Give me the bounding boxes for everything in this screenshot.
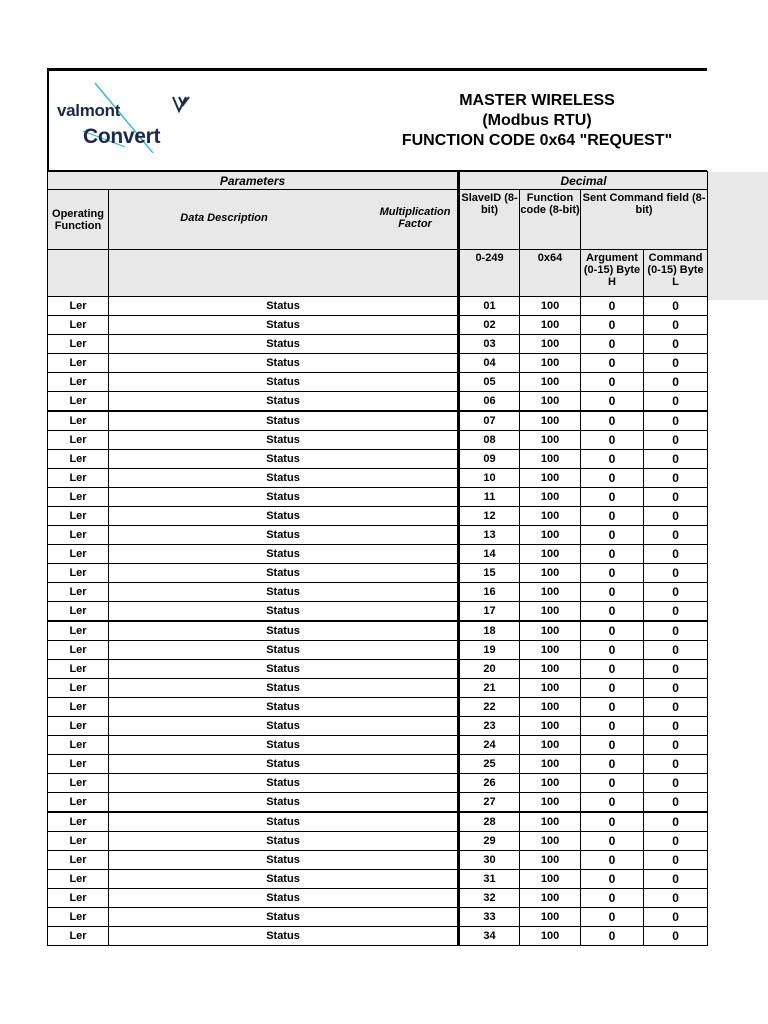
document-title (367, 91, 707, 151)
table-row (48, 889, 708, 908)
cell-function-code: 100 (520, 411, 581, 431)
cell-function-code: 100 (520, 927, 581, 946)
cell-operating-function: Ler (48, 698, 109, 717)
cell-slave-id: 23 (459, 717, 520, 736)
cell-operating-function: Ler (48, 736, 109, 755)
title-line-3: FUNCTION CODE 0x64 "REQUEST" (401, 132, 673, 149)
cell-function-code: 100 (520, 373, 581, 392)
cell-function-code: 100 (520, 507, 581, 526)
cell-function-code: 100 (520, 316, 581, 335)
cell-command: 0 (644, 793, 708, 813)
cell-slave-id: 30 (459, 851, 520, 870)
sub-empty-2 (109, 250, 459, 297)
cell-command: 0 (644, 602, 708, 622)
cell-slave-id: 12 (459, 507, 520, 526)
cell-argument: 0 (581, 660, 644, 679)
cell-operating-function: Ler (48, 927, 109, 946)
cell-data-description: Status (109, 621, 459, 641)
cell-function-code: 100 (520, 526, 581, 545)
table-row (48, 793, 708, 813)
cell-data-description: Status (109, 411, 459, 431)
cell-data-description: Status (109, 698, 459, 717)
cell-data-description: Status (109, 851, 459, 870)
cell-slave-id: 07 (459, 411, 520, 431)
sub-command: Command (0-15) Byte L (644, 250, 708, 297)
cell-argument: 0 (581, 698, 644, 717)
table-row (48, 354, 708, 373)
cell-argument: 0 (581, 774, 644, 793)
col-sent-command-field: Sent Command field (8-bit) (581, 190, 708, 250)
column-header-row (48, 190, 708, 250)
cell-operating-function: Ler (48, 602, 109, 622)
cell-operating-function: Ler (48, 717, 109, 736)
cell-slave-id: 28 (459, 812, 520, 832)
cell-data-description: Status (109, 870, 459, 889)
cell-operating-function: Ler (48, 660, 109, 679)
cell-operating-function: Ler (48, 545, 109, 564)
cell-operating-function: Ler (48, 832, 109, 851)
cell-argument: 0 (581, 736, 644, 755)
cell-slave-id: 05 (459, 373, 520, 392)
cell-command: 0 (644, 832, 708, 851)
cell-argument: 0 (581, 641, 644, 660)
cell-data-description: Status (109, 812, 459, 832)
cell-argument: 0 (581, 545, 644, 564)
cell-argument: 0 (581, 354, 644, 373)
cell-operating-function: Ler (48, 812, 109, 832)
cell-argument: 0 (581, 335, 644, 354)
cell-command: 0 (644, 927, 708, 946)
table-row (48, 774, 708, 793)
cell-function-code: 100 (520, 621, 581, 641)
cell-data-description: Status (109, 316, 459, 335)
cell-slave-id: 32 (459, 889, 520, 908)
cell-operating-function: Ler (48, 774, 109, 793)
cell-operating-function: Ler (48, 392, 109, 412)
group-header-decimal: Decimal (459, 172, 708, 190)
cell-data-description: Status (109, 335, 459, 354)
cell-command: 0 (644, 889, 708, 908)
cell-argument: 0 (581, 908, 644, 927)
cell-function-code: 100 (520, 469, 581, 488)
cell-command: 0 (644, 583, 708, 602)
table-row (48, 870, 708, 889)
cell-slave-id: 14 (459, 545, 520, 564)
cell-operating-function: Ler (48, 297, 109, 316)
cell-function-code: 100 (520, 889, 581, 908)
cell-function-code: 100 (520, 717, 581, 736)
cell-function-code: 100 (520, 392, 581, 412)
group-header-row (48, 172, 708, 190)
cell-operating-function: Ler (48, 679, 109, 698)
cell-operating-function: Ler (48, 411, 109, 431)
table-row (48, 736, 708, 755)
cell-argument: 0 (581, 679, 644, 698)
cell-data-description: Status (109, 717, 459, 736)
cell-operating-function: Ler (48, 431, 109, 450)
cell-data-description: Status (109, 297, 459, 316)
sub-function-hex: 0x64 (520, 250, 581, 297)
cell-command: 0 (644, 488, 708, 507)
cell-data-description: Status (109, 488, 459, 507)
table-row (48, 851, 708, 870)
cell-argument: 0 (581, 927, 644, 946)
cell-data-description: Status (109, 774, 459, 793)
cell-command: 0 (644, 851, 708, 870)
cell-data-description: Status (109, 927, 459, 946)
table-row (48, 373, 708, 392)
cell-operating-function: Ler (48, 641, 109, 660)
cell-data-description: Status (109, 793, 459, 813)
cell-operating-function: Ler (48, 908, 109, 927)
cell-operating-function: Ler (48, 564, 109, 583)
document-header (47, 68, 707, 171)
cell-slave-id: 19 (459, 641, 520, 660)
cell-slave-id: 02 (459, 316, 520, 335)
table-row (48, 335, 708, 354)
cell-operating-function: Ler (48, 469, 109, 488)
cell-operating-function: Ler (48, 583, 109, 602)
table-row (48, 717, 708, 736)
cell-command: 0 (644, 526, 708, 545)
table-row (48, 812, 708, 832)
cell-operating-function: Ler (48, 621, 109, 641)
cell-argument: 0 (581, 621, 644, 641)
table-row (48, 660, 708, 679)
cell-command: 0 (644, 373, 708, 392)
table-row (48, 488, 708, 507)
cell-data-description: Status (109, 889, 459, 908)
cell-data-description: Status (109, 641, 459, 660)
col-description-group (109, 190, 459, 250)
cell-function-code: 100 (520, 545, 581, 564)
cell-argument: 0 (581, 373, 644, 392)
cell-operating-function: Ler (48, 507, 109, 526)
cell-data-description: Status (109, 507, 459, 526)
table-row (48, 621, 708, 641)
cell-data-description: Status (109, 354, 459, 373)
cell-slave-id: 04 (459, 354, 520, 373)
cell-function-code: 100 (520, 812, 581, 832)
cell-function-code: 100 (520, 602, 581, 622)
cell-operating-function: Ler (48, 316, 109, 335)
cell-operating-function: Ler (48, 889, 109, 908)
cell-data-description: Status (109, 832, 459, 851)
table-row (48, 431, 708, 450)
cell-function-code: 100 (520, 774, 581, 793)
cell-argument: 0 (581, 832, 644, 851)
table-row (48, 526, 708, 545)
cell-data-description: Status (109, 450, 459, 469)
cell-slave-id: 11 (459, 488, 520, 507)
cell-argument: 0 (581, 755, 644, 774)
cell-data-description: Status (109, 660, 459, 679)
cell-data-description: Status (109, 564, 459, 583)
cell-data-description: Status (109, 679, 459, 698)
valmont-convert-logo (55, 81, 205, 153)
cell-argument: 0 (581, 564, 644, 583)
cell-slave-id: 34 (459, 927, 520, 946)
table-row (48, 908, 708, 927)
table-row (48, 698, 708, 717)
cell-operating-function: Ler (48, 450, 109, 469)
cell-function-code: 100 (520, 698, 581, 717)
sub-empty-1 (48, 250, 109, 297)
cell-function-code: 100 (520, 641, 581, 660)
col-operating-function: Operating Function (48, 190, 109, 250)
cell-slave-id: 16 (459, 583, 520, 602)
cell-argument: 0 (581, 488, 644, 507)
cell-argument: 0 (581, 450, 644, 469)
cell-slave-id: 01 (459, 297, 520, 316)
table-row (48, 392, 708, 412)
cell-argument: 0 (581, 411, 644, 431)
side-grey-band (707, 172, 768, 300)
cell-data-description: Status (109, 602, 459, 622)
cell-function-code: 100 (520, 488, 581, 507)
cell-slave-id: 21 (459, 679, 520, 698)
cell-command: 0 (644, 660, 708, 679)
cell-data-description: Status (109, 392, 459, 412)
cell-argument: 0 (581, 717, 644, 736)
cell-slave-id: 24 (459, 736, 520, 755)
cell-data-description: Status (109, 583, 459, 602)
cell-command: 0 (644, 679, 708, 698)
table-row (48, 297, 708, 316)
cell-argument: 0 (581, 392, 644, 412)
cell-function-code: 100 (520, 583, 581, 602)
table-row (48, 545, 708, 564)
cell-function-code: 100 (520, 564, 581, 583)
cell-command: 0 (644, 392, 708, 412)
cell-command: 0 (644, 411, 708, 431)
cell-function-code: 100 (520, 450, 581, 469)
cell-operating-function: Ler (48, 755, 109, 774)
cell-operating-function: Ler (48, 335, 109, 354)
cell-slave-id: 10 (459, 469, 520, 488)
table-row (48, 583, 708, 602)
cell-argument: 0 (581, 469, 644, 488)
cell-slave-id: 09 (459, 450, 520, 469)
cell-argument: 0 (581, 297, 644, 316)
cell-function-code: 100 (520, 431, 581, 450)
table-row (48, 469, 708, 488)
cell-command: 0 (644, 641, 708, 660)
col-data-description: Data Description (180, 212, 268, 224)
cell-data-description: Status (109, 755, 459, 774)
cell-argument: 0 (581, 602, 644, 622)
cell-command: 0 (644, 335, 708, 354)
cell-slave-id: 22 (459, 698, 520, 717)
cell-function-code: 100 (520, 736, 581, 755)
table-row (48, 755, 708, 774)
cell-function-code: 100 (520, 793, 581, 813)
cell-argument: 0 (581, 851, 644, 870)
cell-function-code: 100 (520, 851, 581, 870)
cell-slave-id: 08 (459, 431, 520, 450)
cell-operating-function: Ler (48, 526, 109, 545)
cell-slave-id: 20 (459, 660, 520, 679)
cell-data-description: Status (109, 545, 459, 564)
cell-function-code: 100 (520, 660, 581, 679)
title-line-2: (Modbus RTU) (482, 112, 592, 129)
cell-function-code: 100 (520, 870, 581, 889)
subheader-row (48, 250, 708, 297)
title-line-1: MASTER WIRELESS (459, 92, 615, 109)
cell-argument: 0 (581, 889, 644, 908)
cell-command: 0 (644, 431, 708, 450)
cell-command: 0 (644, 545, 708, 564)
table-row (48, 927, 708, 946)
cell-command: 0 (644, 717, 708, 736)
cell-argument: 0 (581, 431, 644, 450)
table-row (48, 832, 708, 851)
cell-slave-id: 06 (459, 392, 520, 412)
cell-command: 0 (644, 736, 708, 755)
cell-operating-function: Ler (48, 373, 109, 392)
sub-argument: Argument (0-15) Byte H (581, 250, 644, 297)
cell-slave-id: 26 (459, 774, 520, 793)
cell-function-code: 100 (520, 354, 581, 373)
cell-slave-id: 33 (459, 908, 520, 927)
cell-argument: 0 (581, 583, 644, 602)
cell-command: 0 (644, 698, 708, 717)
cell-data-description: Status (109, 526, 459, 545)
cell-slave-id: 25 (459, 755, 520, 774)
cell-command: 0 (644, 908, 708, 927)
cell-command: 0 (644, 870, 708, 889)
cell-command: 0 (644, 564, 708, 583)
col-function-code: Function code (8-bit) (520, 190, 581, 250)
cell-slave-id: 29 (459, 832, 520, 851)
cell-argument: 0 (581, 812, 644, 832)
cell-operating-function: Ler (48, 851, 109, 870)
cell-command: 0 (644, 507, 708, 526)
cell-function-code: 100 (520, 908, 581, 927)
cell-function-code: 100 (520, 755, 581, 774)
cell-argument: 0 (581, 526, 644, 545)
sub-slave-range: 0-249 (459, 250, 520, 297)
cell-operating-function: Ler (48, 354, 109, 373)
cell-data-description: Status (109, 736, 459, 755)
col-slave-id: SlaveID (8-bit) (459, 190, 520, 250)
col-multiplication-factor: Multiplication Factor (379, 206, 451, 230)
cell-slave-id: 18 (459, 621, 520, 641)
table-row (48, 679, 708, 698)
cell-command: 0 (644, 774, 708, 793)
cell-slave-id: 31 (459, 870, 520, 889)
cell-function-code: 100 (520, 832, 581, 851)
cell-argument: 0 (581, 507, 644, 526)
cell-command: 0 (644, 354, 708, 373)
cell-slave-id: 03 (459, 335, 520, 354)
document-sheet (47, 68, 707, 946)
cell-command: 0 (644, 450, 708, 469)
cell-data-description: Status (109, 908, 459, 927)
logo-brand-bottom: Convert (83, 125, 161, 148)
cell-operating-function: Ler (48, 488, 109, 507)
table-body (48, 297, 708, 946)
cell-data-description: Status (109, 469, 459, 488)
cell-command: 0 (644, 297, 708, 316)
group-header-parameters: Parameters (48, 172, 459, 190)
table-row (48, 450, 708, 469)
table-row (48, 411, 708, 431)
cell-command: 0 (644, 316, 708, 335)
modbus-request-table (47, 171, 708, 946)
cell-slave-id: 13 (459, 526, 520, 545)
cell-function-code: 100 (520, 335, 581, 354)
cell-command: 0 (644, 755, 708, 774)
table-row (48, 316, 708, 335)
cell-command: 0 (644, 812, 708, 832)
table-row (48, 602, 708, 622)
logo-brand-top: valmont (57, 101, 121, 120)
cell-operating-function: Ler (48, 793, 109, 813)
cell-operating-function: Ler (48, 870, 109, 889)
cell-function-code: 100 (520, 679, 581, 698)
cell-slave-id: 17 (459, 602, 520, 622)
cell-data-description: Status (109, 431, 459, 450)
table-row (48, 507, 708, 526)
cell-command: 0 (644, 621, 708, 641)
cell-slave-id: 27 (459, 793, 520, 813)
cell-slave-id: 15 (459, 564, 520, 583)
cell-function-code: 100 (520, 297, 581, 316)
table-row (48, 641, 708, 660)
cell-argument: 0 (581, 316, 644, 335)
table-row (48, 564, 708, 583)
cell-command: 0 (644, 469, 708, 488)
cell-argument: 0 (581, 793, 644, 813)
cell-argument: 0 (581, 870, 644, 889)
cell-data-description: Status (109, 373, 459, 392)
